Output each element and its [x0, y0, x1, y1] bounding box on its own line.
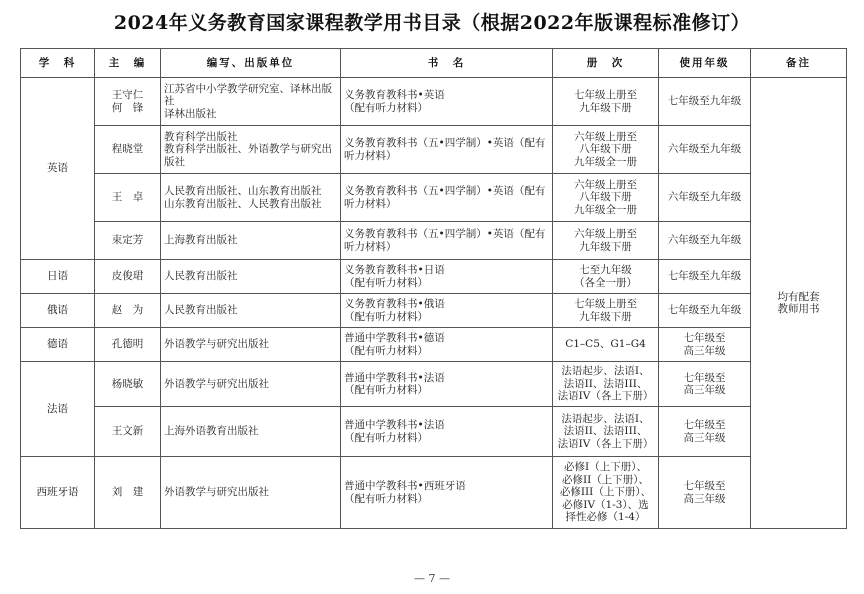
table-row [21, 294, 847, 328]
publisher-cell: 人民教育出版社 [161, 260, 341, 294]
editor-cell: 王 卓 [95, 174, 161, 222]
grade-cell: 六年级至九年级 [659, 174, 751, 222]
editor-cell: 束定芳 [95, 222, 161, 260]
publisher-cell: 上海教育出版社 [161, 222, 341, 260]
volume-cell: 七年级上册至 九年级下册 [553, 78, 659, 126]
subject-japanese: 日语 [21, 260, 95, 294]
editor-cell: 程晓堂 [95, 126, 161, 174]
table-row [21, 362, 847, 407]
table-row [21, 126, 847, 174]
book-cell: 义务教育教科书（五•四学制）•英语（配有听力材料） [341, 174, 553, 222]
subject-russian: 俄语 [21, 294, 95, 328]
editor-cell: 王文新 [95, 407, 161, 457]
book-cell: 义务教育教科书•俄语 （配有听力材料） [341, 294, 553, 328]
grade-cell: 七年级至 高三年级 [659, 457, 751, 529]
editor-cell: 王守仁 何 锋 [95, 78, 161, 126]
book-cell: 普通中学教科书•法语 （配有听力材料） [341, 407, 553, 457]
note-cell: 均有配套 教师用书 [751, 78, 847, 529]
publisher-cell: 教育科学出版社 教育科学出版社、外语教学与研究出版社 [161, 126, 341, 174]
grade-cell: 七年级至九年级 [659, 78, 751, 126]
volume-cell: 七年级上册至 九年级下册 [553, 294, 659, 328]
editor-cell: 皮俊珺 [95, 260, 161, 294]
subject-german: 德语 [21, 328, 95, 362]
header-book: 书 名 [341, 49, 553, 78]
editor-cell: 孔德明 [95, 328, 161, 362]
book-cell: 普通中学教科书•法语 （配有听力材料） [341, 362, 553, 407]
grade-cell: 六年级至九年级 [659, 126, 751, 174]
table-row [21, 222, 847, 260]
volume-cell: 六年级上册至 八年级下册 九年级全一册 [553, 174, 659, 222]
editor-cell: 杨晓敏 [95, 362, 161, 407]
publisher-cell: 外语教学与研究出版社 [161, 457, 341, 529]
publisher-cell: 人民教育出版社 [161, 294, 341, 328]
catalog-table [20, 48, 847, 529]
publisher-cell: 上海外语教育出版社 [161, 407, 341, 457]
volume-cell: 必修I（上下册）、 必修II（上下册）、 必修III（上下册）、 必修IV（1-3）、选 择性必修（1-4） [553, 457, 659, 529]
page-title: 2024年义务教育国家课程教学用书目录（根据2022年版课程标准修订） [113, 12, 751, 34]
publisher-cell: 江苏省中小学教学研究室、译林出版社 译林出版社 [161, 78, 341, 126]
table-row [21, 328, 847, 362]
volume-cell: 六年级上册至 八年级下册 九年级全一册 [553, 126, 659, 174]
book-cell: 义务教育教科书•日语 （配有听力材料） [341, 260, 553, 294]
table-header-row [21, 49, 847, 78]
publisher-cell: 人民教育出版社、山东教育出版社 山东教育出版社、人民教育出版社 [161, 174, 341, 222]
table-row [21, 457, 847, 529]
grade-cell: 六年级至九年级 [659, 222, 751, 260]
page-number: — 7 — [414, 572, 450, 585]
header-publisher: 编写、出版单位 [161, 49, 341, 78]
header-subject: 学 科 [21, 49, 95, 78]
book-cell: 普通中学教科书•德语 （配有听力材料） [341, 328, 553, 362]
volume-cell: 六年级上册至 九年级下册 [553, 222, 659, 260]
book-cell: 义务教育教科书（五•四学制）•英语（配有听力材料） [341, 126, 553, 174]
table-row [21, 78, 847, 126]
table-row [21, 407, 847, 457]
grade-cell: 七年级至 高三年级 [659, 407, 751, 457]
table-row [21, 174, 847, 222]
header-volume: 册 次 [553, 49, 659, 78]
volume-cell: 法语起步、法语I、 法语II、法语III、 法语IV（各上下册） [553, 407, 659, 457]
book-cell: 普通中学教科书•西班牙语 （配有听力材料） [341, 457, 553, 529]
header-note: 备注 [751, 49, 847, 78]
volume-cell: 法语起步、法语I、 法语II、法语III、 法语IV（各上下册） [553, 362, 659, 407]
header-grade: 使用年级 [659, 49, 751, 78]
editor-cell: 刘 建 [95, 457, 161, 529]
editor-cell: 赵 为 [95, 294, 161, 328]
book-cell: 义务教育教科书（五•四学制）•英语（配有听力材料） [341, 222, 553, 260]
table-row [21, 260, 847, 294]
grade-cell: 七年级至九年级 [659, 260, 751, 294]
book-cell: 义务教育教科书•英语 （配有听力材料） [341, 78, 553, 126]
grade-cell: 七年级至九年级 [659, 294, 751, 328]
volume-cell: 七至九年级 （各全一册） [553, 260, 659, 294]
publisher-cell: 外语教学与研究出版社 [161, 328, 341, 362]
subject-spanish: 西班牙语 [21, 457, 95, 529]
publisher-cell: 外语教学与研究出版社 [161, 362, 341, 407]
subject-french: 法语 [21, 362, 95, 457]
header-editor: 主 编 [95, 49, 161, 78]
grade-cell: 七年级至 高三年级 [659, 328, 751, 362]
volume-cell: C1–C5、G1–G4 [553, 328, 659, 362]
subject-english: 英语 [21, 78, 95, 260]
grade-cell: 七年级至 高三年级 [659, 362, 751, 407]
